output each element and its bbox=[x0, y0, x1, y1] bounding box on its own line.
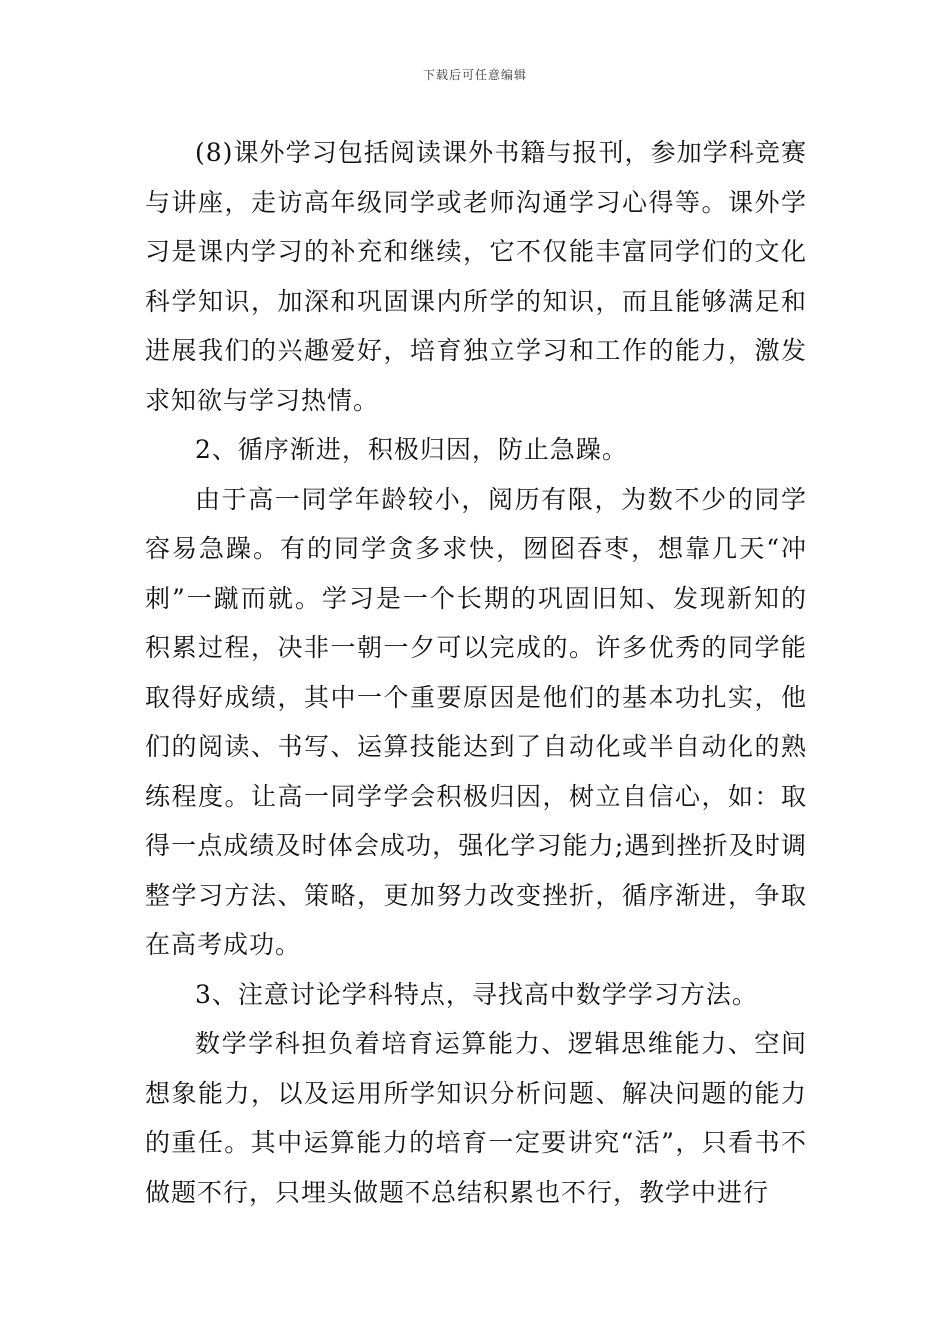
paragraph-avoid-impatience: 由于高一同学年龄较小，阅历有限，为数不少的同学容易急躁。有的同学贪多求快，囫囵吞枣，想靠几天“冲刺”一蹴而就。学习是一个长期的巩固旧知、发现新知的积累过程，决非一朝一夕可以完成的。许多优秀的同学能取得好成绩，其中一个重要原因是他们的基本功扎实，他们的阅读、书写、运算技能达到了自动化或半自动化的熟练程度。让高一同学学会积极归因，树立自信心，如：取得一点成绩及时体会成功，强化学习能力;遇到挫折及时调整学习方法、策略，更加努力改变挫折，循序渐进，争取在高考成功。 bbox=[145, 484, 807, 959]
heading-step-by-step: 2、循序渐进，积极归因，防止急躁。 bbox=[195, 435, 628, 464]
document-body bbox=[145, 128, 807, 1217]
paragraph-math-abilities: 数学学科担负着培育运算能力、逻辑思维能力、空间想象能力，以及运用所学知识分析问题、解决问题的能力的重任。其中运算能力的培育一定要讲究“活”，只看书不做题不行，只埋头做题不总结积累也不行，教学中进行 bbox=[145, 1029, 807, 1207]
page-header: 下载后可任意编辑 bbox=[422, 68, 527, 82]
paragraph-extracurricular-learning: (8)课外学习包括阅读课外书籍与报刊，参加学科竞赛与讲座，走访高年级同学或老师沟通学习心得等。课外学习是课内学习的补充和继续，它不仅能丰富同学们的文化科学知识，加深和巩固课内所学的知识，而且能够满足和进展我们的兴趣爱好，培育独立学习和工作的能力，激发求知欲与学习热情。 bbox=[145, 138, 807, 415]
heading-subject-characteristics: 3、注意讨论学科特点，寻找高中数学学习方法。 bbox=[195, 979, 758, 1009]
